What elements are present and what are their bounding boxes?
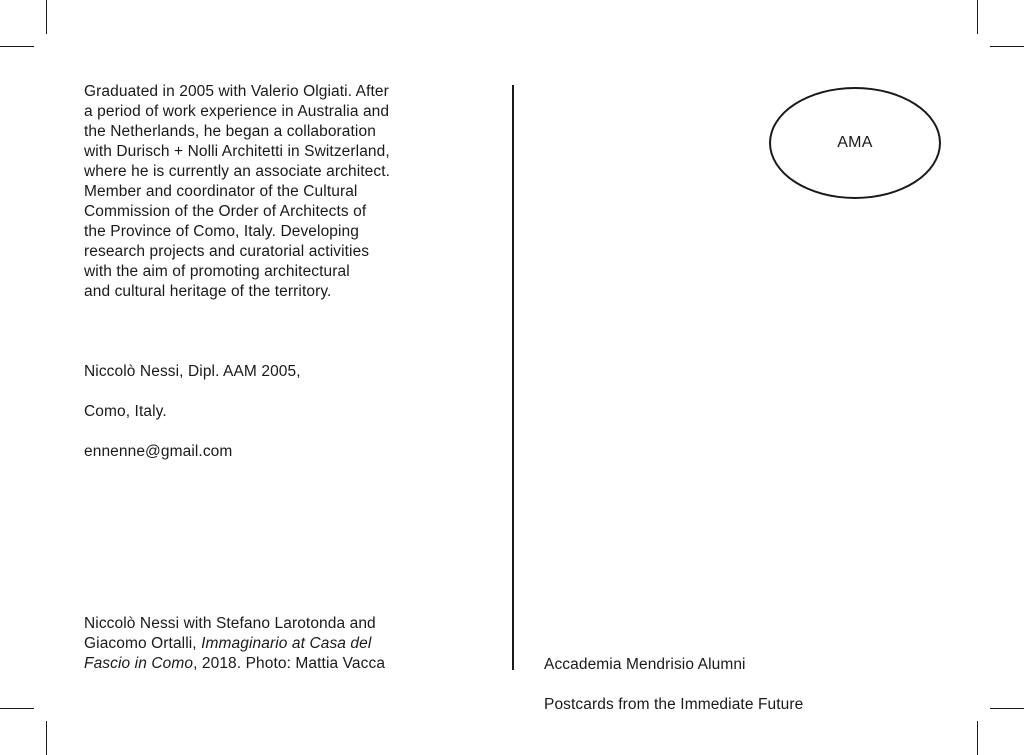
publisher-footer bbox=[544, 635, 884, 735]
stamp-oval bbox=[769, 87, 941, 199]
caption-photo-credit: , 2018. Photo: Mattia Vacca bbox=[193, 655, 386, 672]
author-location: Como, Italy. bbox=[84, 403, 167, 420]
author-info bbox=[84, 342, 444, 482]
author-name: Niccolò Nessi, Dipl. AAM 2005, bbox=[84, 363, 301, 380]
biography-text: Graduated in 2005 with Valerio Olgiati. After a period of work experience in Australia and the Netherlands, he began a collaboration with Durisch + Nolli Architetti in Switzerland, where he is currently an associate architect. Member and coordinator of the Cultural Commission of the Order of Architects of the Province of Como, Italy. Developing research projects and curatorial activities with the aim of promoting architectural and cultural heritage of the territory. bbox=[84, 83, 391, 300]
photo-caption bbox=[84, 614, 444, 674]
series-title: Postcards from the Immediate Future bbox=[544, 696, 804, 713]
crop-mark-top-right-vertical bbox=[977, 0, 978, 34]
crop-mark-bottom-left-horizontal bbox=[0, 708, 34, 709]
author-email[interactable]: ennenne@gmail.com bbox=[84, 443, 233, 460]
caption-credits: Niccolò Nessi with Stefano Larotonda and Giacomo Ortalli, bbox=[84, 615, 376, 652]
crop-mark-top-left-horizontal bbox=[0, 46, 34, 47]
crop-mark-bottom-left-vertical bbox=[46, 721, 47, 755]
postcard-divider bbox=[512, 85, 514, 670]
stamp-label: AMA bbox=[837, 134, 873, 151]
crop-mark-top-right-horizontal bbox=[990, 46, 1024, 47]
crop-mark-top-left-vertical bbox=[46, 0, 47, 34]
caption-work-title: Immaginario at Casa del Fascio in Como bbox=[84, 635, 372, 672]
crop-mark-bottom-right-horizontal bbox=[990, 708, 1024, 709]
publisher-name: Accademia Mendrisio Alumni bbox=[544, 656, 746, 673]
crop-mark-bottom-right-vertical bbox=[977, 721, 978, 755]
